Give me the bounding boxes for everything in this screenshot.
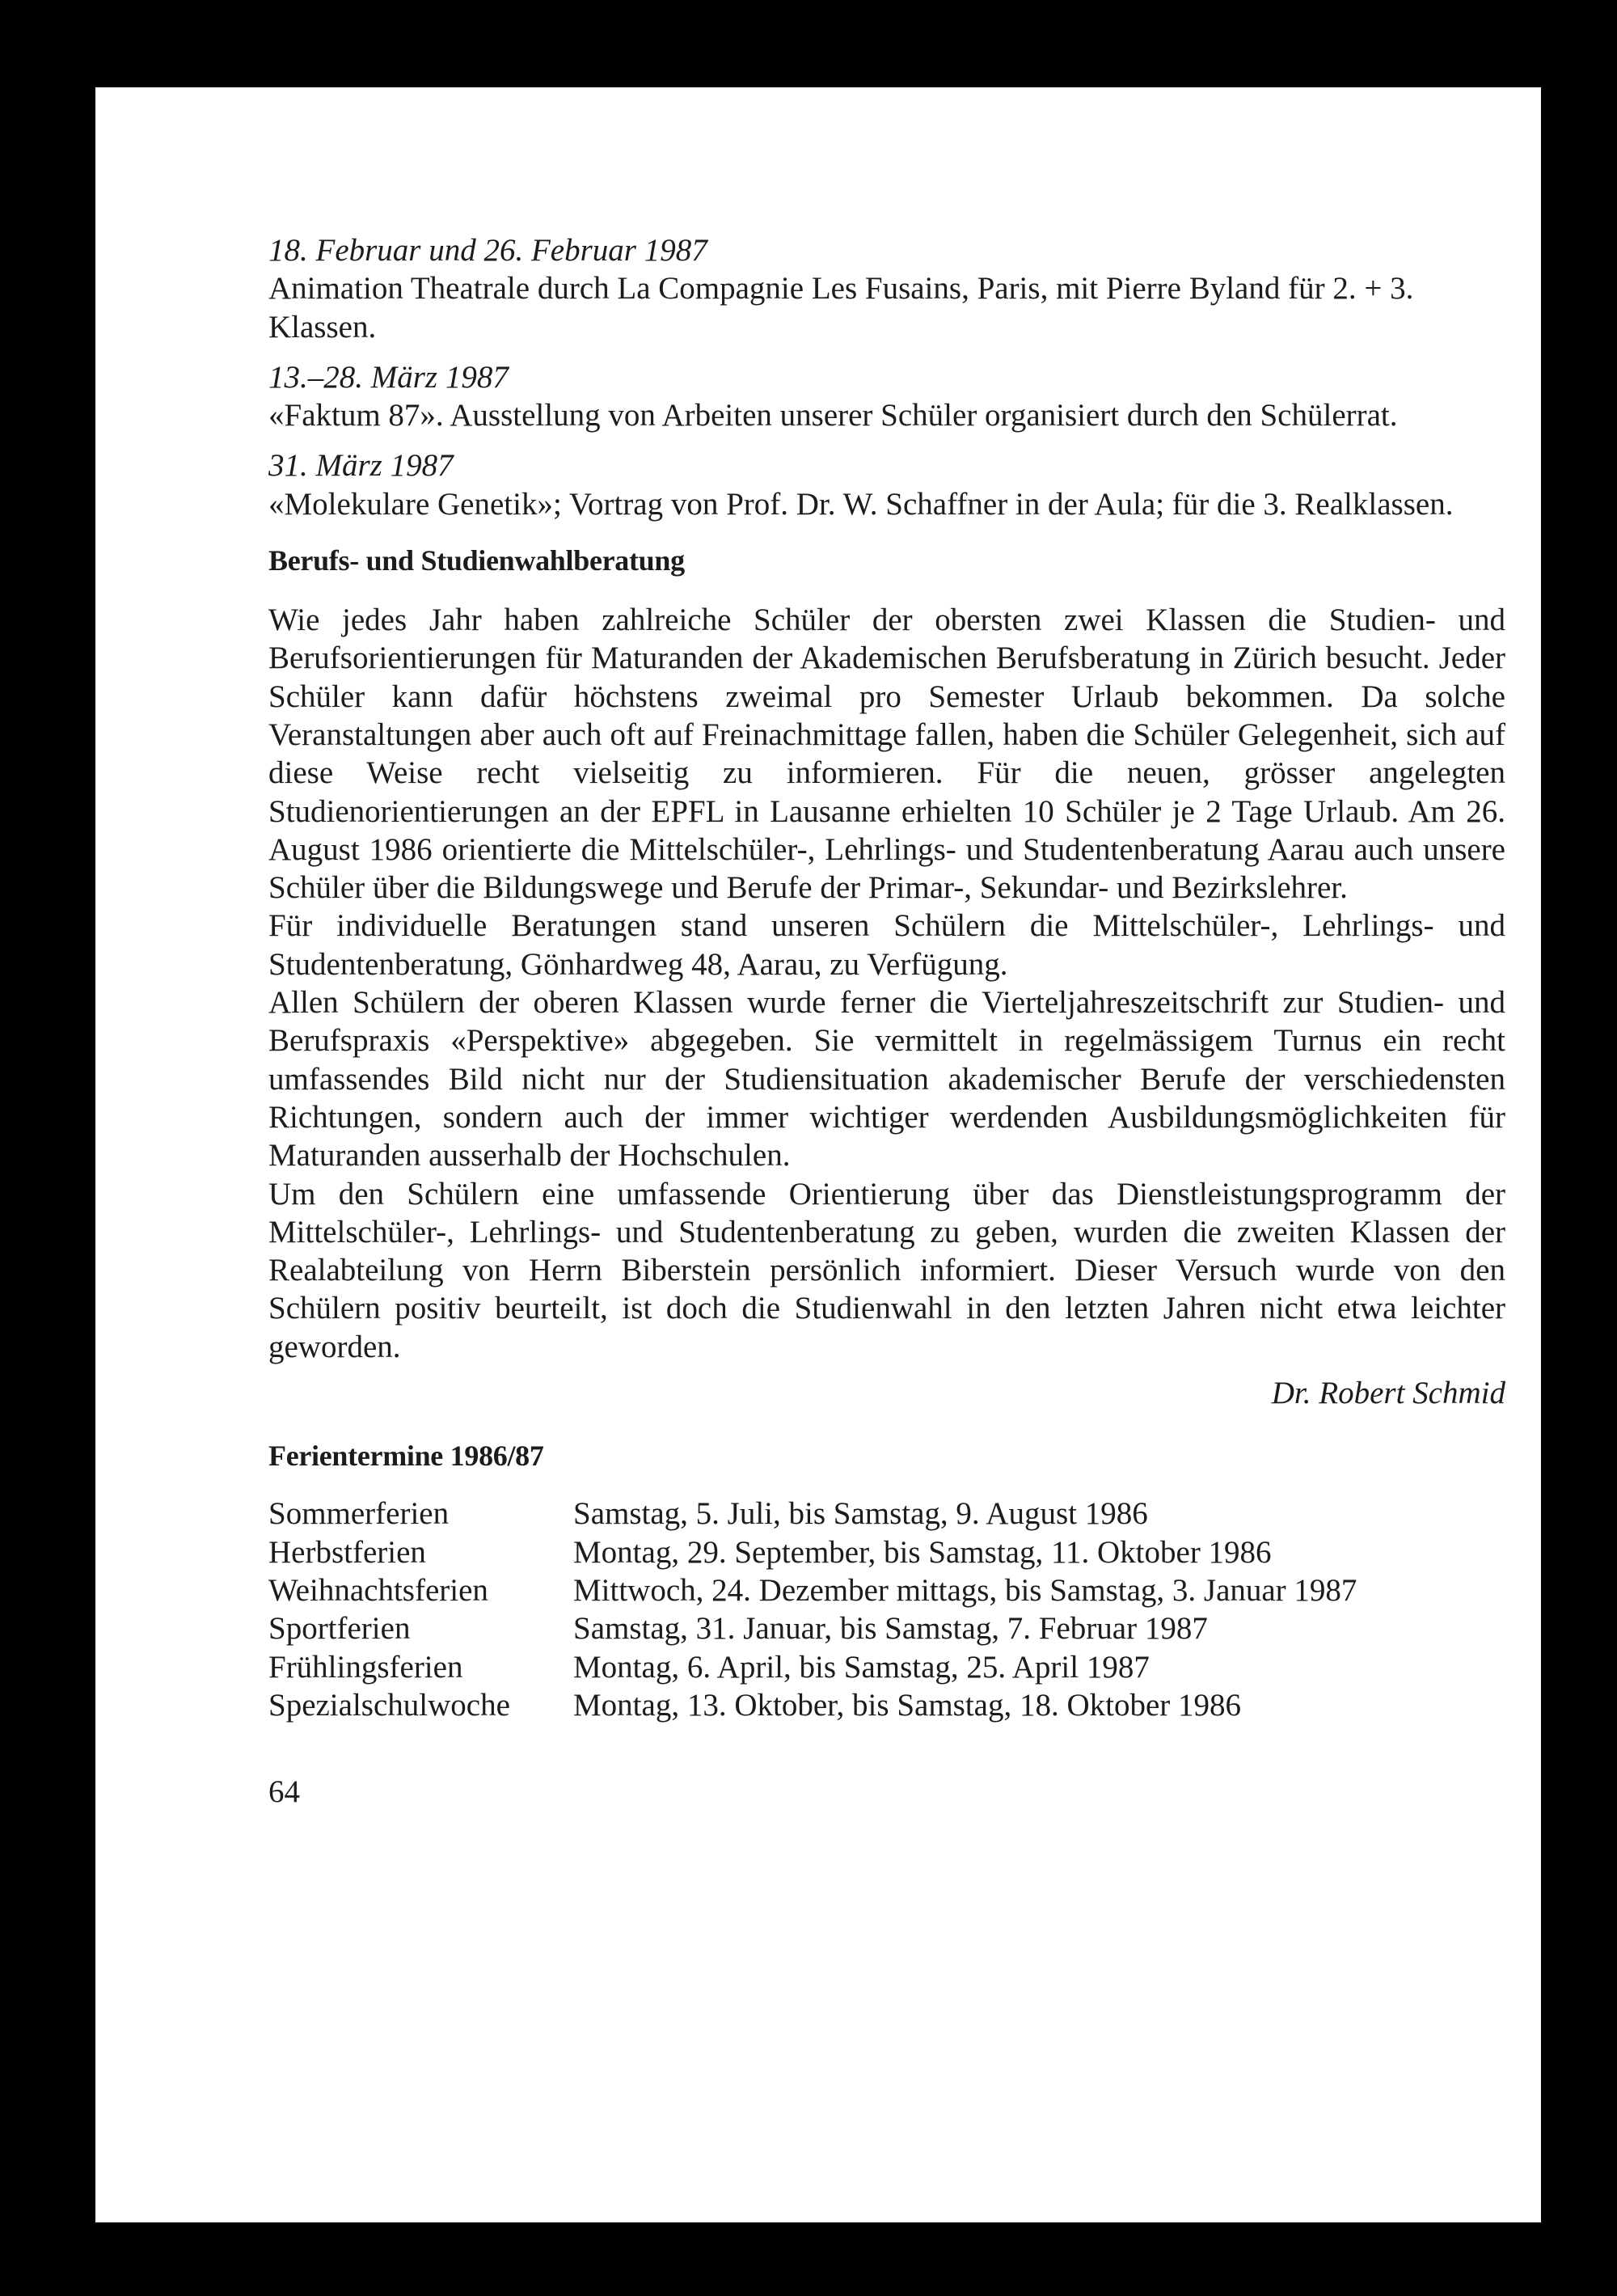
page-content [268, 231, 1505, 1811]
holiday-dates: Samstag, 5. Juli, bis Samstag, 9. August 1986 [573, 1496, 1148, 1532]
career-paragraph: Um den Schülern eine umfassende Orientierung über das Dienstleistungsprogramm der Mittelschüler-, Lehrlings- und Studentenberatung zu geben, wurden die zweiten Klassen der Realabteilung von Herrn Biberstein persönlich informiert. Dieser Versuch wurde von den Schülern positiv beurteilt, ist doch die Studienwahl in den letzten Jahren nicht etwa leichter geworden. [268, 1176, 1505, 1364]
holiday-table [268, 1495, 1505, 1724]
event-date: 31. März 1987 [268, 448, 454, 484]
holiday-name: Sommerferien [268, 1496, 450, 1532]
section-heading-holidays: Ferientermine 1986/87 [268, 1440, 544, 1473]
holiday-dates: Samstag, 31. Januar, bis Samstag, 7. Februar 1987 [573, 1611, 1208, 1647]
event-entry [268, 231, 1505, 346]
event-description: Animation Theatrale durch La Compagnie Les Fusains, Paris, mit Pierre Byland für 2. + 3. Klassen. [268, 271, 1414, 345]
table-row [268, 1686, 1505, 1724]
table-row [268, 1609, 1505, 1647]
table-row [268, 1648, 1505, 1686]
event-entry [268, 358, 1505, 435]
holiday-dates: Montag, 13. Oktober, bis Samstag, 18. Oktober 1986 [573, 1687, 1242, 1723]
page-number: 64 [268, 1774, 300, 1810]
table-row [268, 1495, 1505, 1533]
holiday-dates: Montag, 29. September, bis Samstag, 11. Oktober 1986 [573, 1534, 1272, 1570]
holiday-dates: Mittwoch, 24. Dezember mittags, bis Samstag, 3. Januar 1987 [573, 1572, 1357, 1608]
event-date: 13.–28. März 1987 [268, 359, 509, 395]
holiday-name: Weihnachtsferien [268, 1572, 488, 1608]
career-paragraph: Für individuelle Beratungen stand unseren Schülern die Mittelschüler-, Lehrlings- und Studentenberatung, Gönhardweg 48, Aarau, zu Verfügung. [268, 908, 1505, 982]
career-paragraph: Allen Schülern der oberen Klassen wurde ferner die Vierteljahreszeitschrift zur Studien- und Berufspraxis «Perspektive» abgegeben. Sie vermittelt in regelmässigem Turnus ein recht umfassendes Bild nicht nur der Studiensituation akademischer Berufe der verschiedensten Richtungen, sondern auch der immer wichtiger werdenden Ausbildungsmöglichkeiten für Maturanden ausserhalb der Hochschulen. [268, 985, 1505, 1173]
section-heading-career: Berufs- und Studienwahlberatung [268, 544, 685, 577]
table-row [268, 1533, 1505, 1571]
event-description: «Molekulare Genetik»; Vortrag von Prof. Dr. W. Schaffner in der Aula; für die 3. Realklassen. [268, 486, 1454, 522]
author-signature: Dr. Robert Schmid [1271, 1376, 1505, 1411]
holiday-name: Spezialschulwoche [268, 1687, 510, 1723]
holiday-name: Herbstferien [268, 1534, 426, 1570]
holiday-name: Sportferien [268, 1611, 411, 1647]
holiday-dates: Montag, 6. April, bis Samstag, 25. April 1987 [573, 1649, 1150, 1685]
document-page [95, 87, 1541, 2222]
event-date: 18. Februar und 26. Februar 1987 [268, 233, 707, 268]
holiday-name: Frühlingsferien [268, 1649, 463, 1685]
career-paragraph: Wie jedes Jahr haben zahlreiche Schüler der obersten zwei Klassen die Studien- und Berufsorientierungen für Maturanden der Akademischen Berufsberatung in Zürich besucht. Jeder Schüler kann dafür höchstens zweimal pro Semester Urlaub bekommen. Da solche Veranstaltungen aber auch oft auf Freinachmittage fallen, haben die Schüler Gelegenheit, sich auf diese Weise recht vielseitig zu informieren. Für die neuen, grösser angelegten Studienorientierungen an der EPFL in Lausanne erhielten 10 Schüler je 2 Tage Urlaub. Am 26. August 1986 orientierte die Mittelschüler-, Lehrlings- und Studentenberatung Aarau auch unsere Schüler über die Bildungswege und Berufe der Primar-, Sekundar- und Bezirkslehrer. [268, 603, 1505, 906]
event-description: «Faktum 87». Ausstellung von Arbeiten unserer Schüler organisiert durch den Schülerrat. [268, 398, 1398, 433]
table-row [268, 1571, 1505, 1609]
event-entry [268, 446, 1505, 523]
